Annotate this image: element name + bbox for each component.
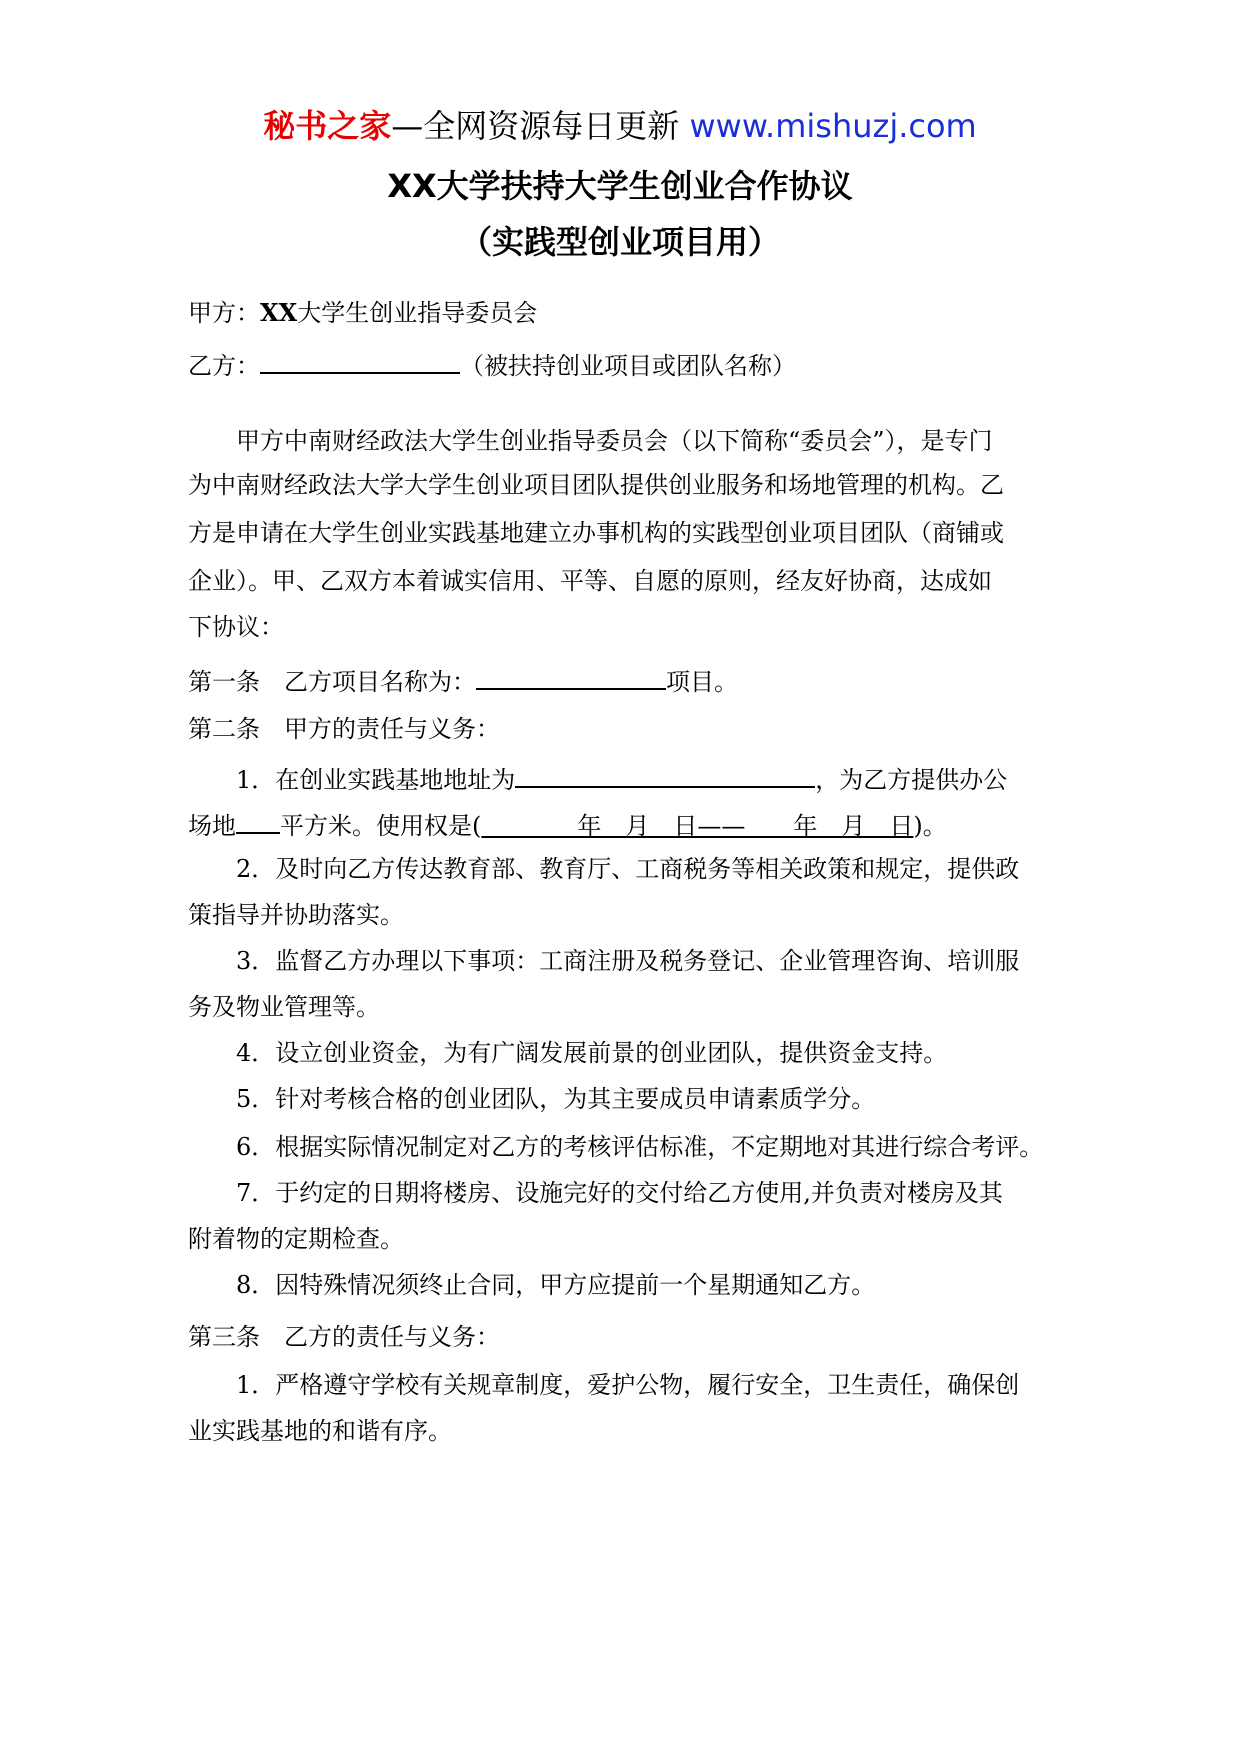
area-blank bbox=[236, 806, 280, 834]
site-banner bbox=[0, 104, 1240, 148]
article-3-heading: 第三条 乙方的责任与义务： bbox=[188, 1323, 500, 1351]
party-a-line bbox=[188, 296, 537, 330]
item-text: 平方米。使用权是( bbox=[280, 812, 482, 840]
article-1-suffix: 项目。 bbox=[666, 668, 738, 696]
article-2-item-7-cont: 附着物的定期检查。 bbox=[188, 1225, 404, 1253]
intro-line: 下协议： bbox=[188, 613, 284, 641]
project-name-blank bbox=[476, 662, 666, 690]
intro-line: 企业）。甲、乙双方本着诚实信用、平等、自愿的原则，经友好协商，达成如 bbox=[188, 567, 992, 595]
address-blank bbox=[515, 760, 815, 788]
banner-url-link[interactable]: www.mishuzj.com bbox=[689, 107, 977, 145]
article-2-item-7: 7．于约定的日期将楼房、设施完好的交付给乙方使用,并负责对楼房及其 bbox=[236, 1179, 1003, 1207]
party-b-name-blank bbox=[260, 346, 460, 374]
article-2-item-3-cont: 务及物业管理等。 bbox=[188, 993, 380, 1021]
usage-period-dates: 年 月 日—— 年 月 日 bbox=[481, 812, 914, 840]
item-text: )。 bbox=[913, 812, 947, 840]
article-2-item-4: 4．设立创业资金，为有广阔发展前景的创业团队，提供资金支持。 bbox=[236, 1039, 948, 1067]
item-text: 1．在创业实践基地地址为 bbox=[236, 766, 516, 794]
item-text: ，为乙方提供办公 bbox=[815, 766, 1008, 794]
article-2-item-1-cont bbox=[188, 806, 947, 843]
article-2-item-3: 3．监督乙方办理以下事项：工商注册及税务登记、企业管理咨询、培训服 bbox=[236, 947, 1020, 975]
intro-line: 甲方中南财经政法大学生创业指导委员会（以下简称“委员会”），是专门 bbox=[236, 427, 993, 455]
banner-slogan: —全网资源每日更新 bbox=[391, 107, 690, 145]
article-2-item-5: 5．针对考核合格的创业团队，为其主要成员申请素质学分。 bbox=[236, 1085, 876, 1113]
party-b-line bbox=[188, 346, 796, 383]
article-3-item-1: 1．严格遵守学校有关规章制度，爱护公物，履行安全，卫生责任，确保创 bbox=[236, 1371, 1020, 1399]
item-text: 场地 bbox=[188, 812, 236, 840]
party-a-xx: XX bbox=[260, 298, 298, 327]
article-1-text: 第一条 乙方项目名称为： bbox=[188, 668, 476, 696]
article-2-item-2: 2．及时向乙方传达教育部、教育厅、工商税务等相关政策和规定，提供政 bbox=[236, 855, 1020, 883]
article-2-item-8: 8．因特殊情况须终止合同，甲方应提前一个星期通知乙方。 bbox=[236, 1271, 876, 1299]
article-2-item-6: 6．根据实际情况制定对乙方的考核评估标准，不定期地对其进行综合考评。 bbox=[236, 1133, 1044, 1161]
article-3-item-1-cont: 业实践基地的和谐有序。 bbox=[188, 1417, 452, 1445]
party-b-label: 乙方： bbox=[188, 352, 260, 380]
intro-line: 为中南财经政法大学大学生创业项目团队提供创业服务和场地管理的机构。乙 bbox=[188, 471, 1004, 499]
party-a-value: 大学生创业指导委员会 bbox=[297, 299, 538, 327]
party-b-note: （被扶持创业项目或团队名称） bbox=[460, 352, 796, 380]
banner-brand: 秘书之家 bbox=[263, 107, 392, 145]
document-title: XX大学扶持大学生创业合作协议 bbox=[387, 167, 853, 205]
article-2-item-1 bbox=[236, 760, 1007, 797]
article-2-item-2-cont: 策指导并协助落实。 bbox=[188, 901, 404, 929]
article-1 bbox=[188, 662, 738, 699]
article-2-heading: 第二条 甲方的责任与义务： bbox=[188, 715, 500, 743]
intro-line: 方是申请在大学生创业实践基地建立办事机构的实践型创业项目团队（商铺或 bbox=[188, 519, 1004, 547]
document-subtitle: （实践型创业项目用） bbox=[459, 223, 780, 261]
party-a-label: 甲方： bbox=[188, 299, 260, 327]
